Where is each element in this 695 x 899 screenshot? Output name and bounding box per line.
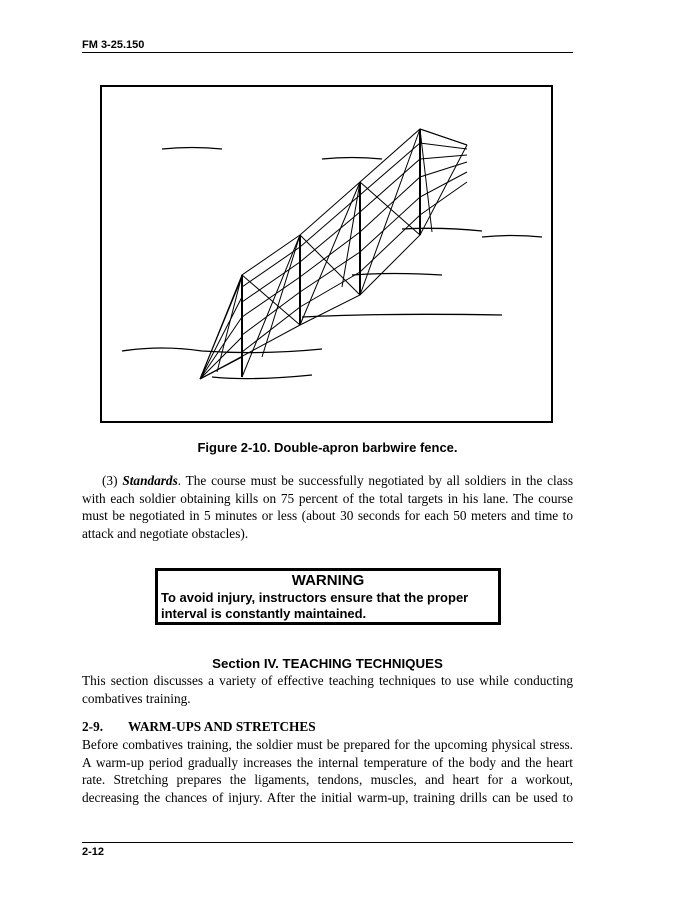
header-rule <box>82 52 573 53</box>
standards-text: . The course must be successfully negotiated by all soldiers in the class with each soldier obtaining kills on 75 percent of the total targets in his lane. The course must be negotiated in 5 minutes or less (about 30 seconds for each 50 meters and time to attack and negotiate obstacles). <box>82 473 573 542</box>
standards-paragraph <box>82 472 573 543</box>
barbwire-fence-illustration <box>102 87 551 421</box>
paragraph-title: WARM-UPS AND STRETCHES <box>128 719 316 734</box>
warning-title: WARNING <box>291 572 365 589</box>
warmup-paragraph: Before combatives training, the soldier must be prepared for the upcoming physical stress. A warm-up period gradually increases the internal temperature of the body and the heart rate. Stretching prepares the ligaments, tendons, muscles, and heart for a workout, decreasing the chances of injury. After the initial warm-up, training drills can be used to <box>82 737 573 806</box>
figure-caption: Figure 2-10. Double-apron barbwire fence. <box>197 440 458 455</box>
section-heading: Section IV. TEACHING TECHNIQUES <box>212 656 443 671</box>
figure-frame <box>100 85 553 423</box>
warning-box <box>155 568 501 625</box>
page-number: 2-12 <box>82 846 105 858</box>
section-intro: This section discusses a variety of effective teaching techniques to use while conducting combatives training. <box>82 673 573 706</box>
standards-term: Standards <box>122 473 178 488</box>
paragraph-number: 2-9. <box>82 719 104 734</box>
footer-rule <box>82 842 573 843</box>
standards-number: (3) <box>102 473 118 488</box>
document-id-header: FM 3-25.150 <box>82 39 145 51</box>
paragraph-heading <box>82 719 316 735</box>
warning-text: To avoid injury, instructors ensure that the proper interval is constantly maintained. <box>161 590 469 621</box>
